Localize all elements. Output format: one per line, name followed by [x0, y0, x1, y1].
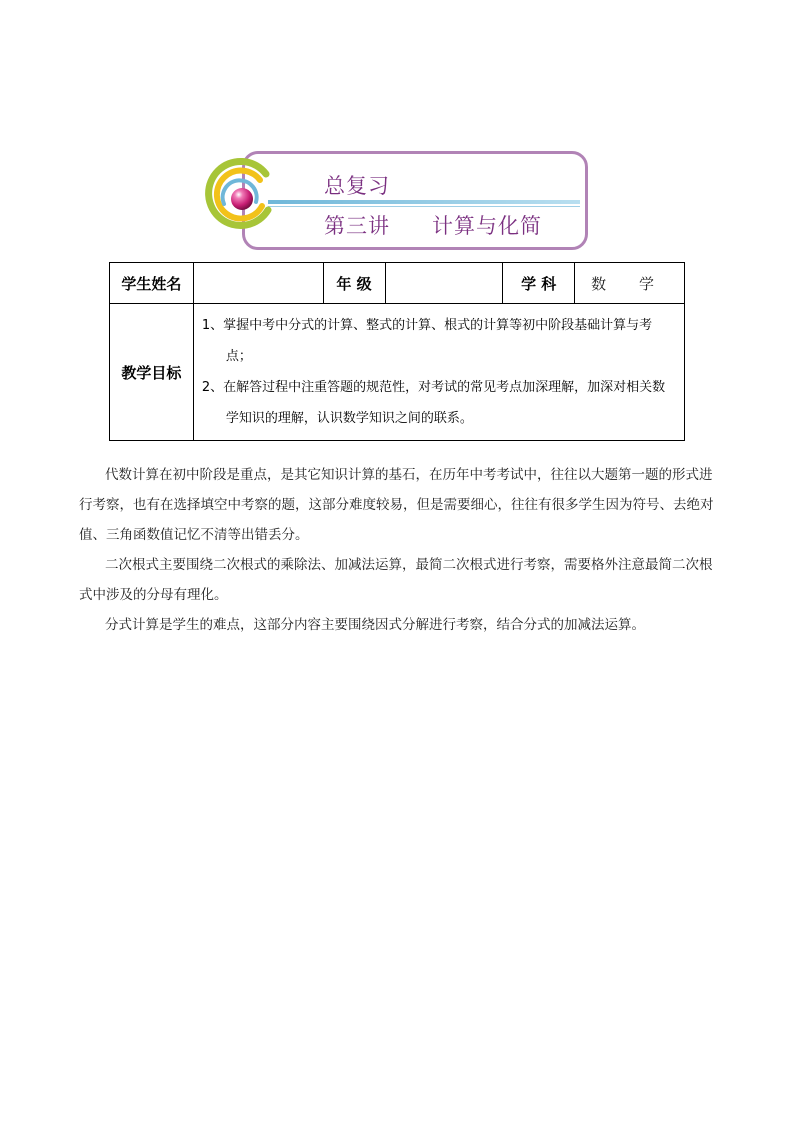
banner-divider-line: [268, 200, 580, 204]
paragraph-fractions: 分式计算是学生的难点，这部分内容主要围绕因式分解进行考察，结合分式的加减法运算。: [105, 617, 645, 633]
paragraph-radicals: 二次根式主要围绕二次根式的乘除法、加减法运算，最简二次根式进行考察，需要格外注意最简二次根式中涉及的分母有理化。: [79, 557, 713, 603]
goals-cell: [193, 304, 684, 441]
goal-item-1: 1、掌握中考中分式的计算、整式的计算、根式的计算等初中阶段基础计算与考点；: [201, 318, 653, 364]
banner-topic: 计算与化简: [432, 214, 542, 238]
banner-lesson: 第三讲: [324, 214, 390, 238]
grade-label: 年 级: [323, 263, 385, 304]
student-name-field[interactable]: [193, 263, 323, 304]
info-table-header-row: [110, 263, 685, 304]
header-banner: [200, 148, 592, 252]
subject-label: 学 科: [503, 263, 575, 304]
goals-label: 教学目标: [110, 304, 194, 441]
intro-content: [79, 460, 725, 640]
ring-ball-logo-icon: [202, 154, 280, 232]
info-table: [109, 262, 685, 441]
paragraph-algebra: 代数计算在初中阶段是重点，是其它知识计算的基石，在历年中考考试中，往往以大题第一题的形式进行考察，也有在选择填空中考察的题，这部分难度较易，但是需要细心，往往有很多学生因为符号、去绝对值、三角函数值记忆不清等出错丢分。: [79, 467, 714, 543]
grade-field[interactable]: [385, 263, 503, 304]
subject-value: 数 学: [575, 263, 685, 304]
info-table-goals-row: [110, 304, 685, 441]
student-name-label: 学生姓名: [110, 263, 194, 304]
banner-divider-thin-line: [268, 206, 580, 207]
goal-item-2: 2、在解答过程中注重答题的规范性，对考试的常见考点加深理解，加深对相关数学知识的理解，认识数学知识之间的联系。: [201, 380, 666, 426]
banner-title: 总复习: [324, 174, 390, 198]
